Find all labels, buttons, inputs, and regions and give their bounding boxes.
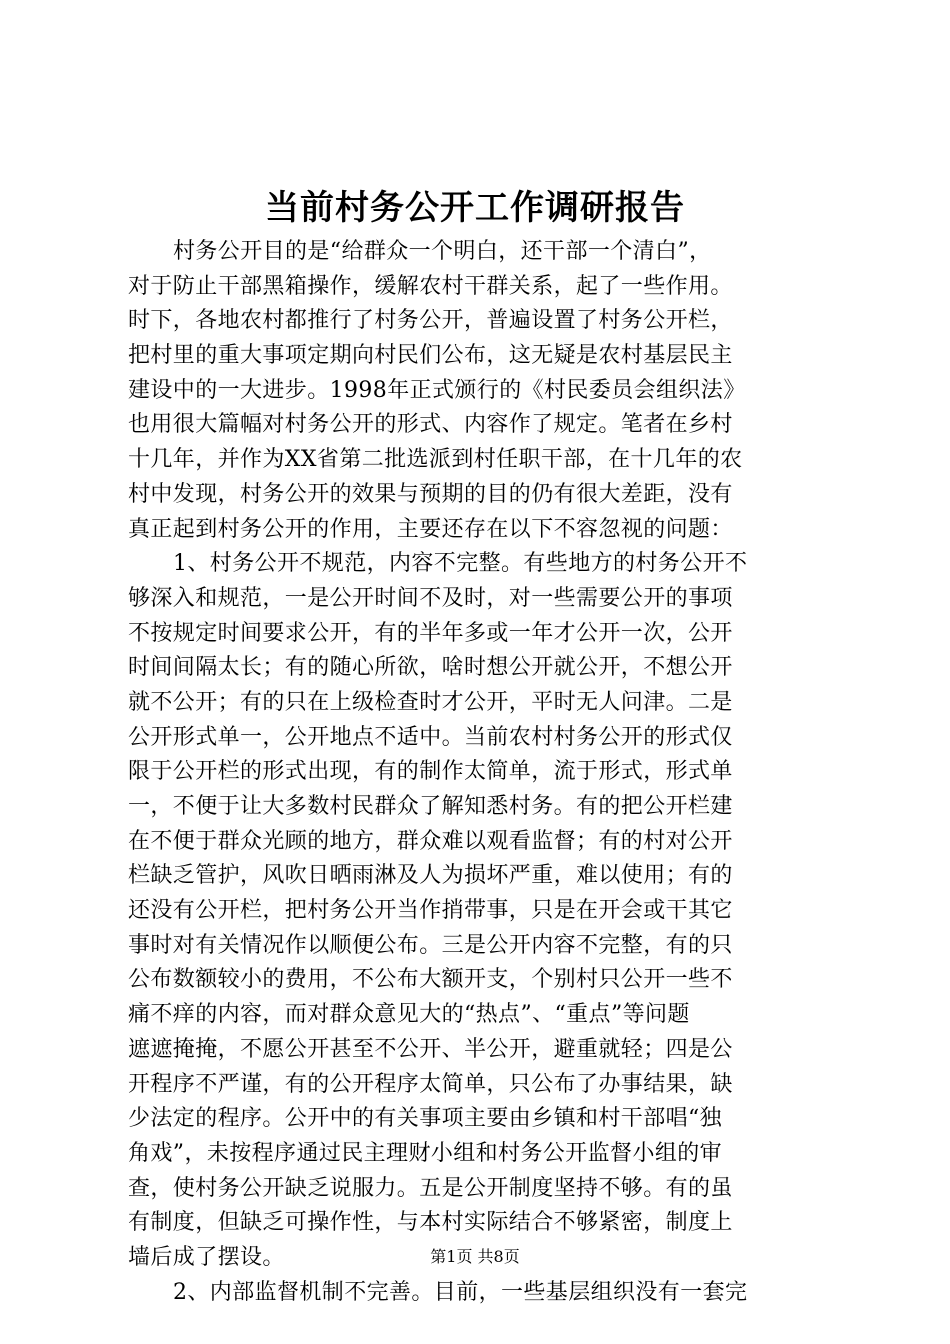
body-line: 角戏”，未按程序通过民主理财小组和村务公开监督小组的审 <box>128 1140 723 1166</box>
body-line: 也用很大篇幅对村务公开的形式、内容作了规定。笔者在乡村 <box>128 412 733 438</box>
document-body <box>128 235 833 1310</box>
document-title: 当前村务公开工作调研报告 <box>265 188 685 228</box>
body-line: 十几年，并作为XX省第二批选派到村任职干部，在十几年的农 <box>128 447 743 473</box>
body-line: 栏缺乏管护，风吹日晒雨淋及人为损坏严重，难以使用；有的 <box>128 863 733 889</box>
body-line: 公开形式单一，公开地点不适中。当前农村村务公开的形式仅 <box>128 724 733 750</box>
body-line: 2、内部监督机制不完善。目前，一些基层组织没有一套完 <box>173 1279 748 1305</box>
body-line: 时间间隔太长；有的随心所欲，啥时想公开就公开，不想公开 <box>128 655 733 681</box>
body-line: 还没有公开栏，把村务公开当作捎带事，只是在开会或干其它 <box>128 898 733 924</box>
body-line: 遮遮掩掩，不愿公开甚至不公开、半公开，避重就轻；四是公 <box>128 1036 733 1062</box>
body-line: 开程序不严谨，有的公开程序太简单，只公布了办事结果，缺 <box>128 1071 733 1097</box>
body-line: 真正起到村务公开的作用，主要还存在以下不容忽视的问题： <box>128 516 733 542</box>
body-line: 把村里的重大事项定期向村民们公布，这无疑是农村基层民主 <box>128 343 733 369</box>
body-line: 在不便于群众光顾的地方，群众难以观看监督；有的村对公开 <box>128 828 733 854</box>
body-line: 村中发现，村务公开的效果与预期的目的仍有很大差距，没有 <box>128 481 733 507</box>
body-line: 限于公开栏的形式出现，有的制作太简单，流于形式，形式单 <box>128 759 733 785</box>
body-line: 就不公开；有的只在上级检查时才公开，平时无人问津。二是 <box>128 689 733 715</box>
body-line: 事时对有关情况作以顺便公布。三是公开内容不完整，有的只 <box>128 932 733 958</box>
body-line: 时下，各地农村都推行了村务公开，普遍设置了村务公开栏， <box>128 308 733 334</box>
body-line: 建设中的一大进步。1998年正式颁行的《村民委员会组织法》 <box>128 377 746 403</box>
body-line: 少法定的程序。公开中的有关事项主要由乡镇和村干部唱“独 <box>128 1106 723 1132</box>
body-line: 有制度，但缺乏可操作性，与本村实际结合不够紧密，制度上 <box>128 1210 733 1236</box>
body-line: 公布数额较小的费用，不公布大额开支，个别村只公开一些不 <box>128 967 733 993</box>
body-line: 不按规定时间要求公开，有的半年多或一年才公开一次，公开 <box>128 620 733 646</box>
body-line: 村务公开目的是“给群众一个明白，还干部一个清白”， <box>173 239 712 264</box>
body-line: 1、村务公开不规范，内容不完整。有些地方的村务公开不 <box>173 551 748 577</box>
body-line: 查，使村务公开缺乏说服力。五是公开制度坚持不够。有的虽 <box>128 1175 733 1201</box>
body-line: 一，不便于让大多数村民群众了解知悉村务。有的把公开栏建 <box>128 794 733 819</box>
body-line: 对于防止干部黑箱操作，缓解农村干群关系，起了一些作用。 <box>128 273 733 299</box>
body-line: 够深入和规范，一是公开时间不及时，对一些需要公开的事项 <box>128 585 733 611</box>
body-line: 痛不痒的内容，而对群众意见大的“热点”、“重点”等问题 <box>128 1002 690 1028</box>
page-footer: 第1页 共8页 <box>430 1247 520 1266</box>
body-line: 墙后成了摆设。 <box>128 1244 285 1270</box>
